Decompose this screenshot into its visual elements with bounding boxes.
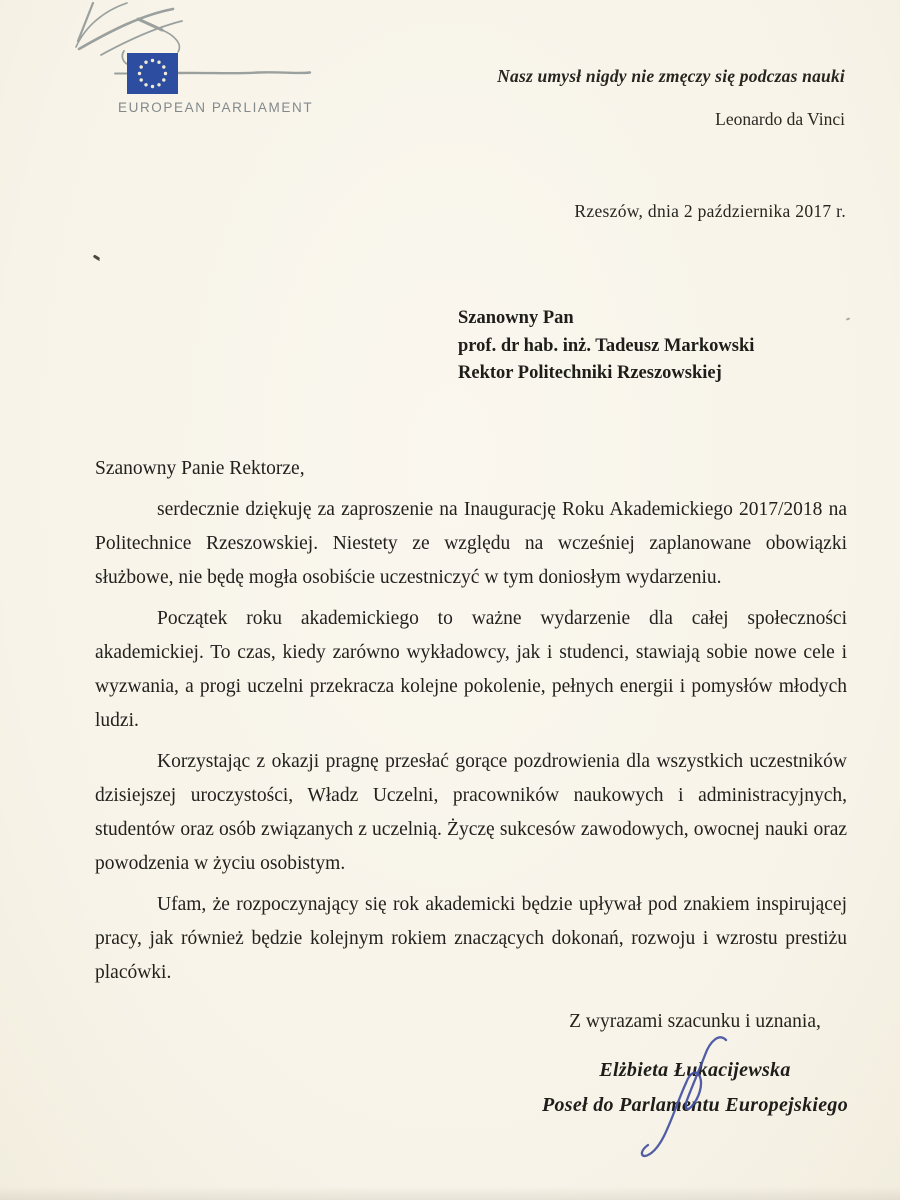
body-paragraph: Korzystając z okazji pragnę przesłać gorące pozdrowienia dla wszystkich uczestników dzisiejszej uroczystości, Władz Uczelni, pracowników naukowych i administracyjnych, studentów oraz osób związanych z uczelnią. Życzę sukcesów zawodowych, owocnej nauki oraz powodzenia w życiu osobistym. (95, 751, 847, 874)
scan-speck (93, 254, 101, 260)
salutation: Szanowny Panie Rektorze, (95, 458, 305, 479)
valediction: Z wyrazami szacunku i uznania, (569, 1011, 821, 1032)
motto-text: Nasz umysł nigdy nie zmęczy się podczas nauki (497, 66, 845, 86)
recipient-block (458, 305, 754, 388)
motto-attribution: Leonardo da Vinci (715, 109, 845, 129)
european-parliament-logo (70, 0, 380, 132)
dateline: Rzeszów, dnia 2 października 2017 r. (574, 201, 846, 221)
scan-edge-shadow (0, 1186, 900, 1200)
recipient-line: Szanowny Pan (458, 308, 574, 328)
motto-block (365, 66, 845, 130)
recipient-line: prof. dr hab. inż. Tadeusz Markowski (458, 335, 755, 356)
body-paragraph: Ufam, że rozpoczynający się rok akademicki będzie upływał pod znakiem inspirującej pracy, jak również będzie kolejnym rokiem znaczących dokonań, rozwoju i wzrostu prestiżu placówki. (95, 894, 847, 983)
logo-label: EUROPEAN PARLIAMENT (118, 100, 314, 115)
signer-title: Poseł do Parlamentu Europejskiego (541, 1094, 849, 1116)
signer-name: Elżbieta Łukacijewska (599, 1059, 791, 1081)
eu-flag-icon (127, 53, 178, 94)
scan-speck (846, 317, 850, 320)
body-paragraph: Początek roku akademickiego to ważne wydarzenie dla całej społeczności akademickiej. To czas, kiedy zarówno wykładowcy, jak i studenci, stawiają sobie nowe cele i wyzwania, a progi uczelni przekracza kolejne pokolenie, pełnych energii i pomysłów młodych ludzi. (95, 608, 847, 731)
body-paragraph: serdecznie dziękuję za zaproszenie na Inaugurację Roku Akademickiego 2017/2018 na Politechnice Rzeszowskiej. Niestety ze względu na wcześniej zaplanowane obowiązki służbowe, nie będę mogła osobiście uczestniczyć w tym doniosłym wydarzeniu. (95, 499, 847, 588)
letter-body (95, 452, 847, 990)
recipient-line: Rektor Politechniki Rzeszowskiej (458, 363, 722, 383)
closing-block (460, 1009, 900, 1118)
